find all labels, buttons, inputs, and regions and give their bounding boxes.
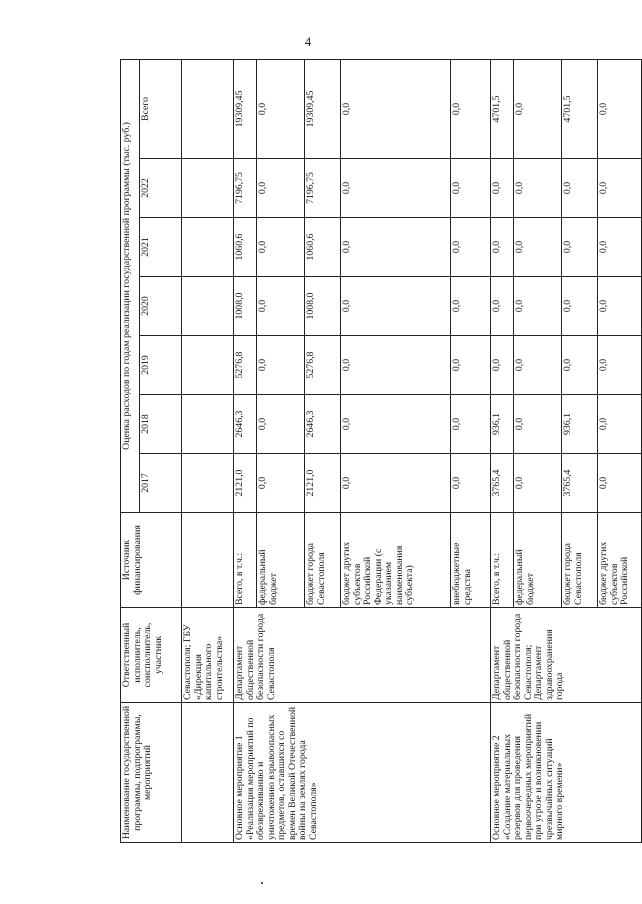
scan-speck — [261, 882, 263, 884]
value-cell: 0,0 — [514, 159, 562, 218]
activity-name: Основное мероприятие 2 «Создание материальных резервов для проведения первоочередных мероприятий при угрозе и возникновении чрезвычайных ситуаций мирного времени» — [491, 703, 642, 843]
source-cell: Всего, в т.ч.: — [491, 513, 514, 608]
page-number: 4 — [304, 34, 312, 49]
value-cell: 0,0 — [257, 277, 305, 336]
empty-cell — [182, 395, 234, 454]
header-year: 2022 — [140, 159, 182, 218]
value-cell: 1060,6 — [234, 218, 257, 277]
value-cell: 0,0 — [451, 277, 491, 336]
value-cell: 0,0 — [514, 454, 562, 513]
value-cell: 0,0 — [491, 277, 514, 336]
header-total: Всего — [140, 59, 182, 158]
source-cell: федеральный бюджет — [514, 513, 562, 608]
value-cell: 0,0 — [257, 59, 305, 158]
header-name: Наименование государственной программы, подпрограммы, мероприятий — [121, 703, 182, 843]
value-cell: 0,0 — [514, 59, 562, 158]
value-cell: 0,0 — [451, 218, 491, 277]
value-cell: 5276,8 — [305, 336, 341, 395]
value-cell: 2121,0 — [305, 454, 341, 513]
value-cell: 0,0 — [257, 218, 305, 277]
value-cell: 0,0 — [562, 336, 598, 395]
header-year: 2021 — [140, 218, 182, 277]
value-cell: 4701,5 — [491, 59, 514, 158]
value-cell: 0,0 — [598, 159, 642, 218]
value-cell: 0,0 — [562, 218, 598, 277]
value-cell: 19309,45 — [305, 59, 341, 158]
value-cell: 0,0 — [257, 159, 305, 218]
source-cell: федеральный бюджет — [257, 513, 305, 608]
value-cell: 936,1 — [491, 395, 514, 454]
value-cell: 7196,75 — [305, 159, 341, 218]
empty-cell — [182, 513, 234, 608]
value-cell: 3765,4 — [562, 454, 598, 513]
value-cell: 0,0 — [341, 159, 451, 218]
empty-cell — [182, 703, 234, 843]
value-cell: 0,0 — [514, 218, 562, 277]
value-cell: 0,0 — [341, 454, 451, 513]
value-cell: 0,0 — [491, 218, 514, 277]
header-expenses: Оценка расходов по годам реализации государственной программы (тыс. руб.) — [121, 59, 140, 512]
source-cell: бюджет города Севастополя — [562, 513, 598, 608]
activity-name: Основное мероприятие 1 «Реализация мероприятий по обезвреживанию и уничтожению взрывоопасных предметов, оставшихся со времен Великой Отечественной войны на землях города Севастополя» — [234, 703, 491, 843]
value-cell: 1060,6 — [305, 218, 341, 277]
value-cell: 0,0 — [341, 218, 451, 277]
value-cell: 936,1 — [562, 395, 598, 454]
empty-cell — [182, 59, 234, 158]
value-cell: 0,0 — [451, 395, 491, 454]
value-cell: 0,0 — [341, 277, 451, 336]
value-cell: 3765,4 — [491, 454, 514, 513]
value-cell: 0,0 — [491, 336, 514, 395]
empty-cell — [182, 336, 234, 395]
value-cell: 0,0 — [598, 277, 642, 336]
value-cell: 19309,45 — [234, 59, 257, 158]
value-cell: 0,0 — [598, 336, 642, 395]
value-cell: 0,0 — [562, 159, 598, 218]
header-responsible: Ответственный исполнитель, соисполнитель, участник — [121, 608, 182, 703]
header-year: 2020 — [140, 277, 182, 336]
value-cell: 0,0 — [598, 218, 642, 277]
value-cell: 0,0 — [514, 336, 562, 395]
value-cell: 0,0 — [562, 277, 598, 336]
header-source: Источник финансирования — [121, 513, 182, 608]
value-cell: 4701,5 — [562, 59, 598, 158]
value-cell: 1008,0 — [234, 277, 257, 336]
value-cell: 2646,3 — [305, 395, 341, 454]
header-year: 2018 — [140, 395, 182, 454]
empty-cell — [182, 159, 234, 218]
budget-table — [120, 59, 642, 843]
responsible-cell: Севастополя; ГБУ «Дирекция капитального строительства» — [182, 608, 234, 703]
value-cell: 0,0 — [598, 395, 642, 454]
value-cell: 7196,75 — [234, 159, 257, 218]
value-cell: 0,0 — [257, 454, 305, 513]
header-year: 2017 — [140, 454, 182, 513]
value-cell: 0,0 — [451, 59, 491, 158]
value-cell: 0,0 — [341, 59, 451, 158]
value-cell: 1008,0 — [305, 277, 341, 336]
header-year: 2019 — [140, 336, 182, 395]
value-cell: 0,0 — [451, 159, 491, 218]
empty-cell — [182, 454, 234, 513]
value-cell: 0,0 — [451, 336, 491, 395]
source-cell: бюджет города Севастополя — [305, 513, 341, 608]
value-cell: 0,0 — [514, 277, 562, 336]
value-cell: 0,0 — [341, 336, 451, 395]
source-cell: бюджет других субъектов Российской Федерации (с указанием наименования субъекта) — [341, 513, 451, 608]
value-cell: 2646,3 — [234, 395, 257, 454]
rotated-table-container — [120, 60, 631, 843]
value-cell: 0,0 — [451, 454, 491, 513]
source-cell: Всего, в т.ч.: — [234, 513, 257, 608]
empty-cell — [182, 277, 234, 336]
value-cell: 0,0 — [257, 336, 305, 395]
value-cell: 0,0 — [598, 59, 642, 158]
source-cell: бюджет других субъектов Российской — [598, 513, 642, 608]
value-cell: 2121,0 — [234, 454, 257, 513]
value-cell: 0,0 — [257, 395, 305, 454]
value-cell: 0,0 — [341, 395, 451, 454]
value-cell: 0,0 — [491, 159, 514, 218]
source-cell: внебюджетные средства — [451, 513, 491, 608]
value-cell: 0,0 — [598, 454, 642, 513]
value-cell: 5276,8 — [234, 336, 257, 395]
responsible-cell: Департамент общественной безопасности города Севастополя — [234, 608, 491, 703]
empty-cell — [182, 218, 234, 277]
value-cell: 0,0 — [514, 395, 562, 454]
responsible-cell: Департамент общественной безопасности города Севастополя; Департамент здравоохранения города — [491, 608, 642, 703]
